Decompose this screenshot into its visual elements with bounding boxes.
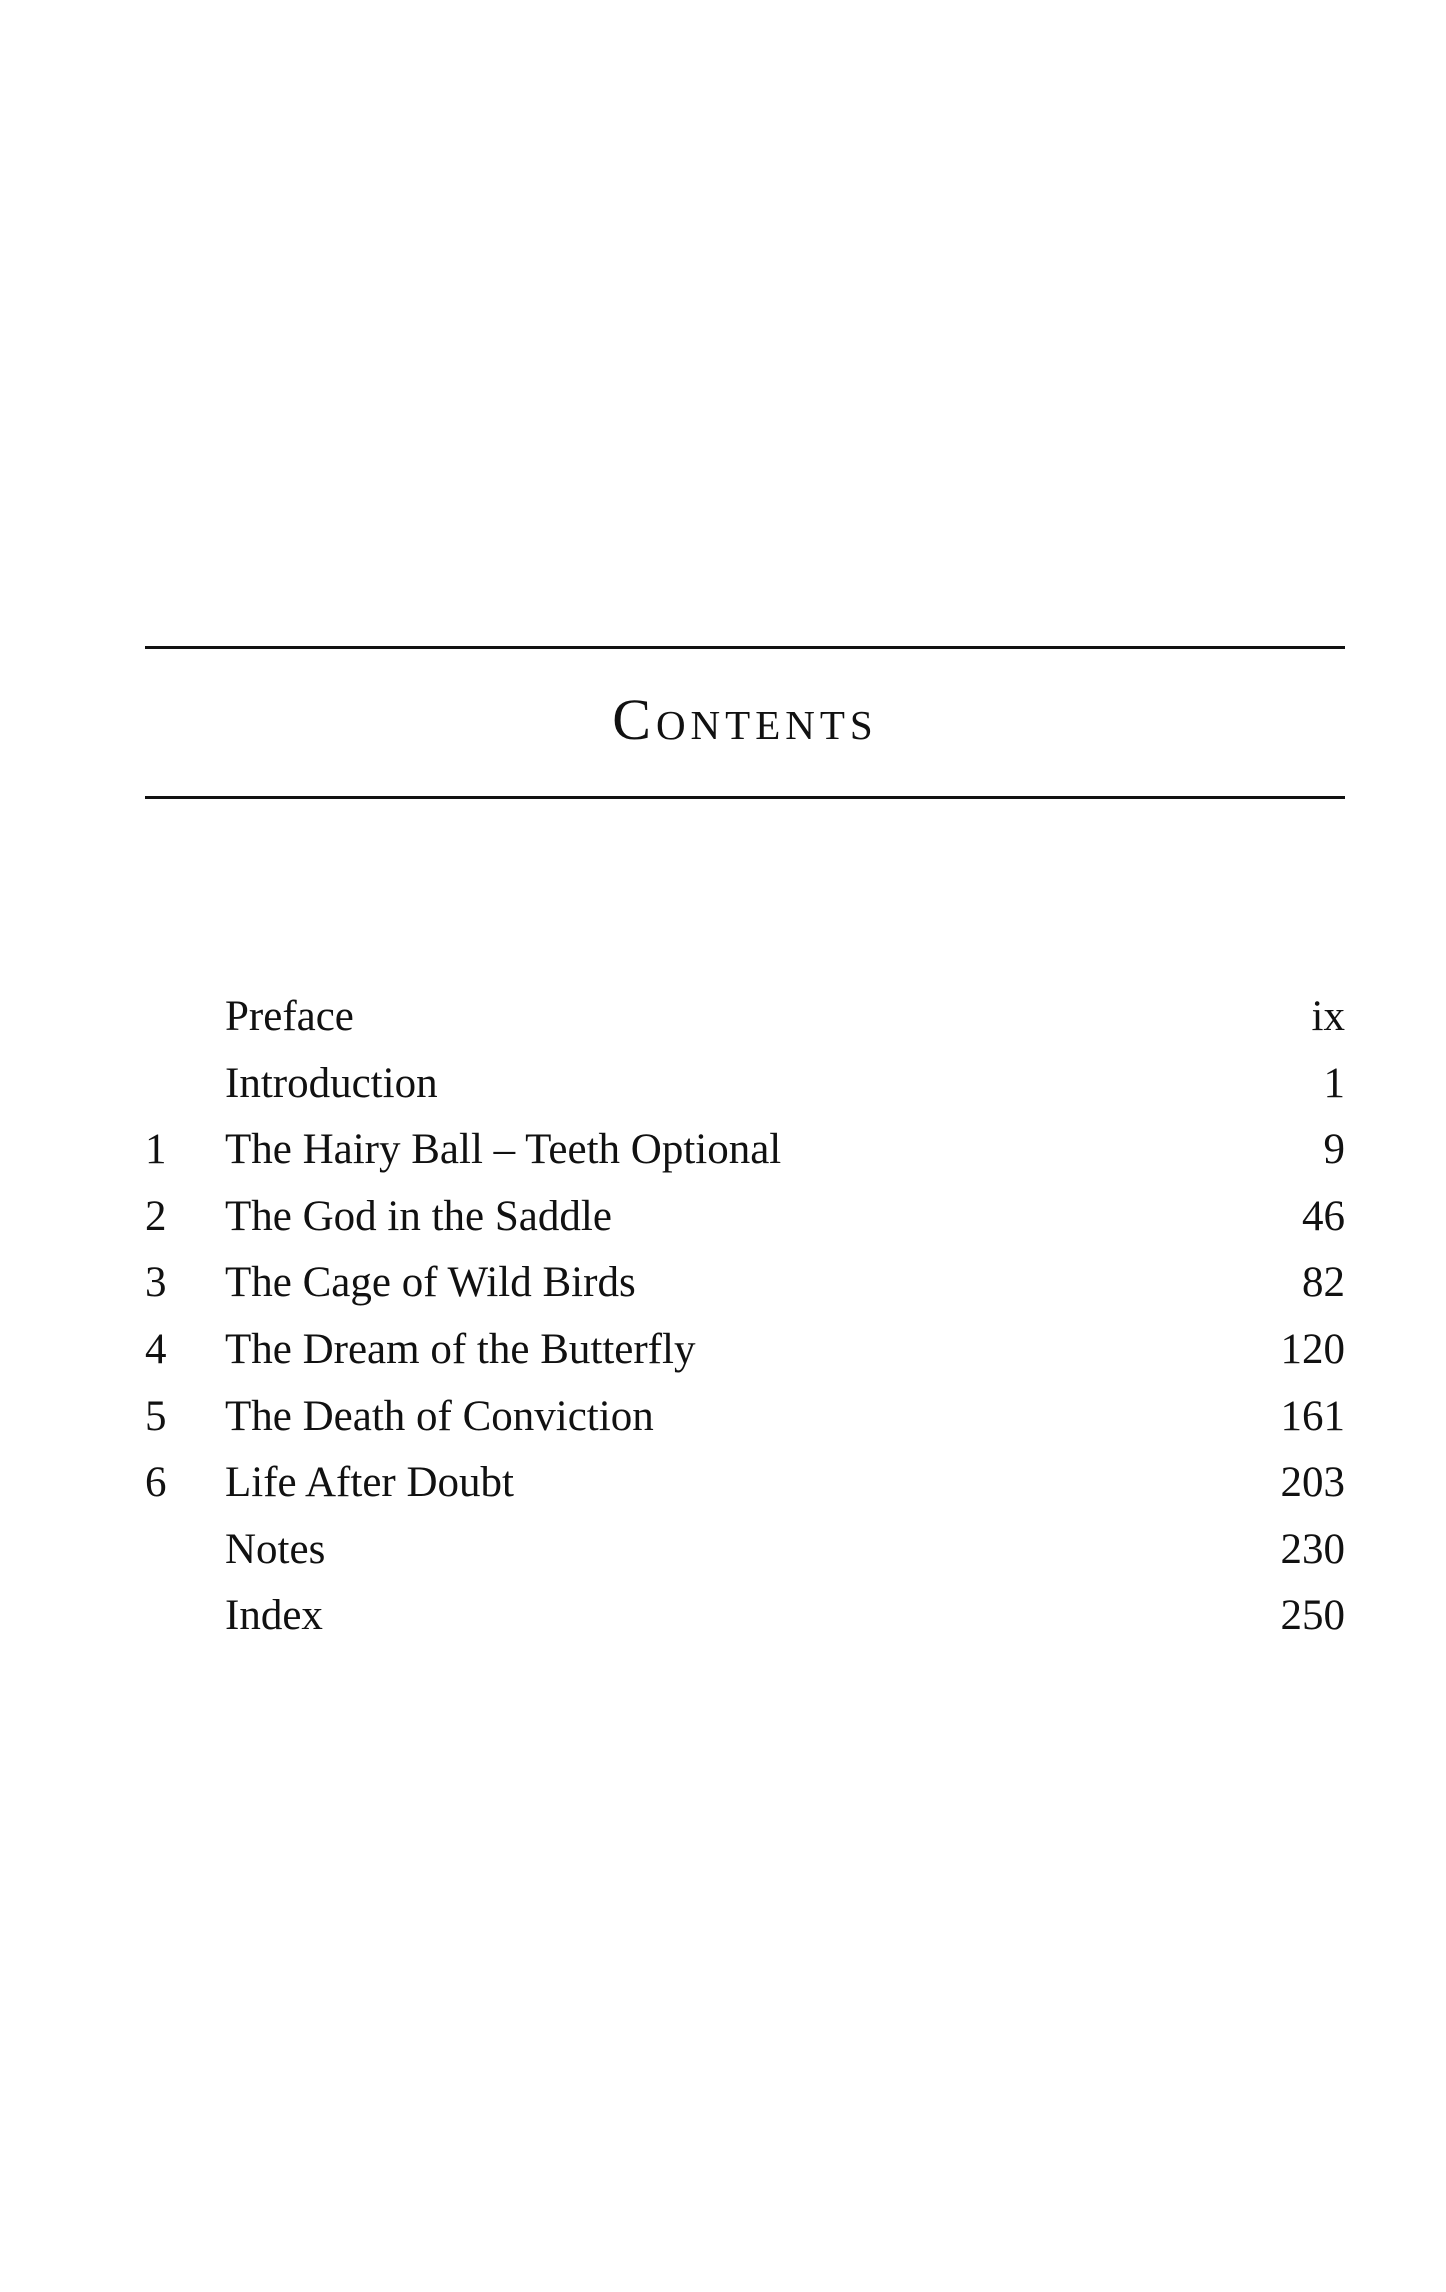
toc-entry-introduction <box>145 1051 1345 1118</box>
entry-page: 250 <box>1280 1592 1345 1640</box>
entry-page: 161 <box>1280 1392 1345 1440</box>
entry-page: 203 <box>1280 1459 1345 1507</box>
entry-number: 1 <box>145 1126 167 1174</box>
entry-page: ix <box>1311 993 1345 1040</box>
toc-entry-chapter-3 <box>145 1250 1345 1317</box>
toc-entry-chapter-5 <box>145 1384 1345 1451</box>
toc-entry-index <box>145 1583 1345 1650</box>
entry-number: 2 <box>145 1192 167 1240</box>
entry-page: 46 <box>1302 1192 1345 1240</box>
entry-number: 6 <box>145 1459 167 1507</box>
toc-entry-notes <box>145 1517 1345 1584</box>
entry-page: 9 <box>1323 1126 1345 1174</box>
toc-entry-chapter-6 <box>145 1450 1345 1517</box>
entry-page: 82 <box>1302 1259 1345 1307</box>
table-of-contents <box>145 984 1345 1650</box>
entry-title: Life After Doubt <box>225 1459 514 1507</box>
entry-number: 4 <box>145 1325 167 1373</box>
heading-rule-top <box>145 646 1345 649</box>
entry-title: The God in the Saddle <box>225 1192 612 1240</box>
entry-title: Index <box>225 1592 323 1640</box>
entry-number: 3 <box>145 1259 167 1307</box>
entry-title: The Hairy Ball – Teeth Optional <box>225 1126 782 1174</box>
entry-title: The Cage of Wild Birds <box>225 1259 636 1307</box>
entry-title: Notes <box>225 1525 326 1573</box>
heading-rule-bottom <box>145 796 1345 799</box>
entry-title: The Death of Conviction <box>225 1392 654 1440</box>
entry-page: 1 <box>1323 1059 1345 1107</box>
toc-entry-chapter-1 <box>145 1117 1345 1184</box>
entry-title: Introduction <box>225 1059 438 1107</box>
entry-title: The Dream of the Butterfly <box>225 1325 696 1373</box>
toc-entry-preface <box>145 984 1345 1051</box>
entry-number: 5 <box>145 1392 167 1440</box>
entry-page: 120 <box>1280 1325 1345 1373</box>
toc-entry-chapter-2 <box>145 1184 1345 1251</box>
entry-title: Preface <box>225 993 354 1040</box>
entry-page: 230 <box>1280 1525 1345 1573</box>
page-title: Contents <box>612 687 878 752</box>
toc-entry-chapter-4 <box>145 1317 1345 1384</box>
